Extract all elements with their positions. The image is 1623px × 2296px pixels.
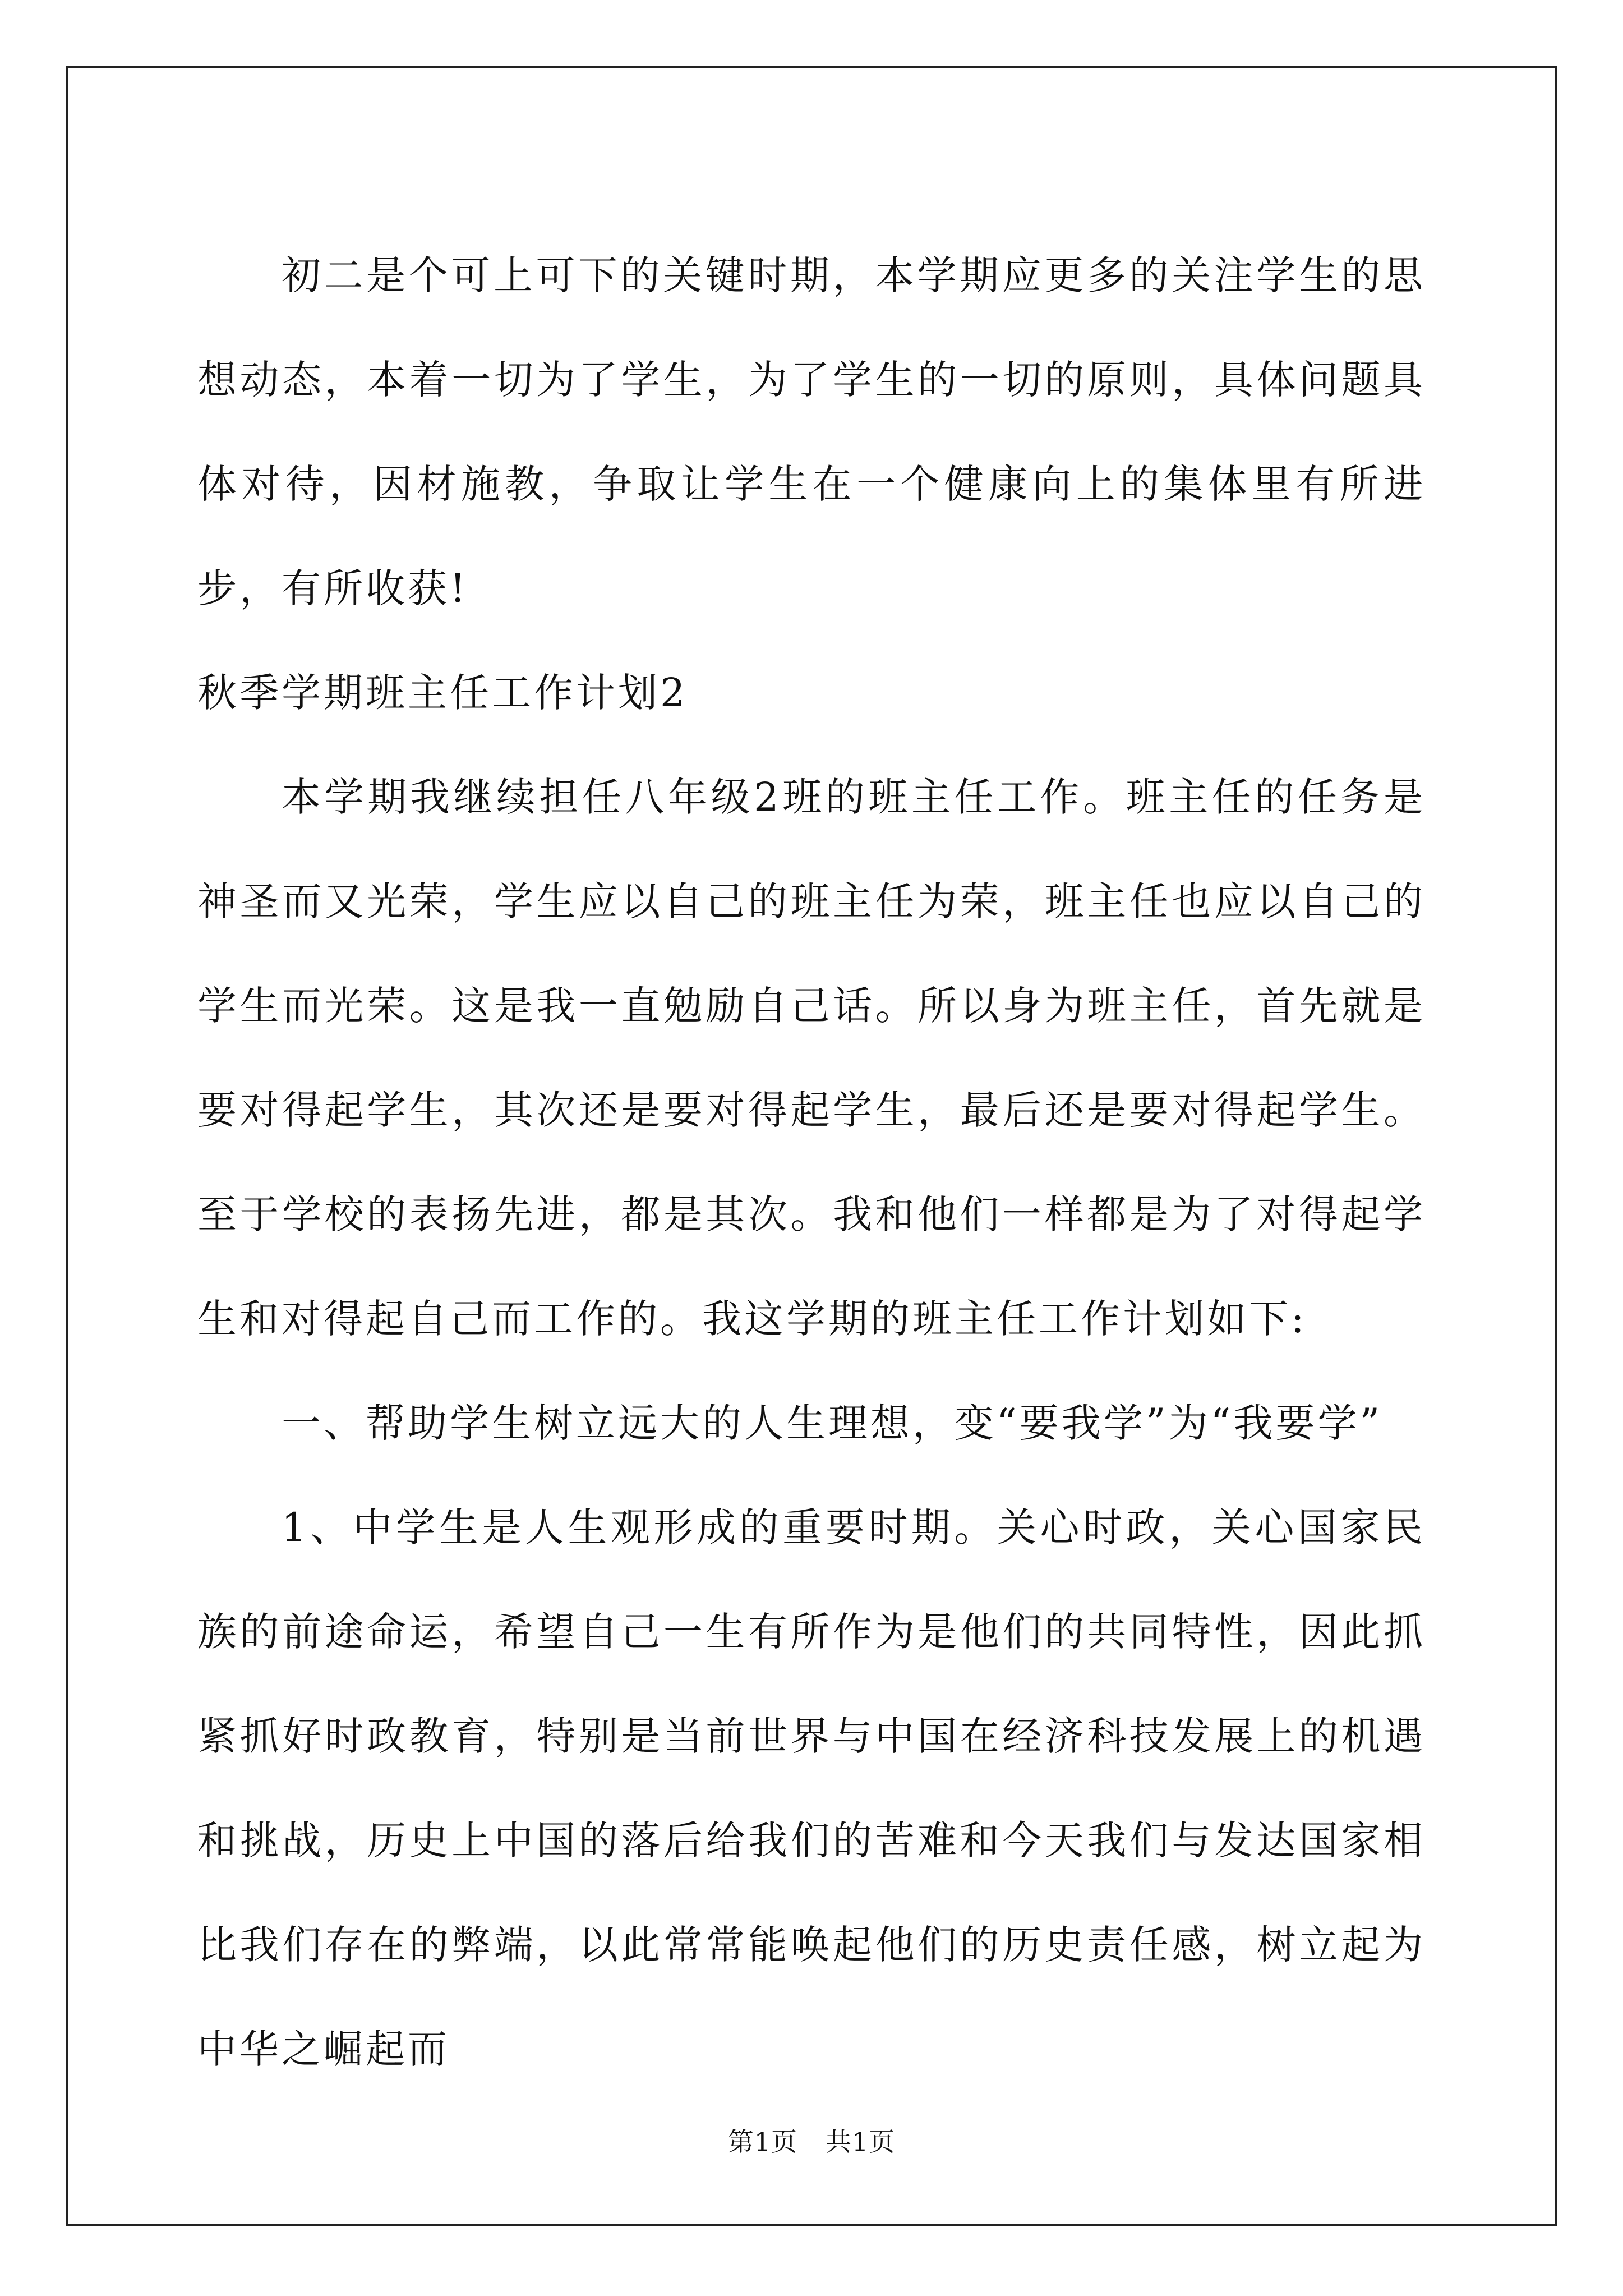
page-footer <box>0 2125 1623 2159</box>
paragraph-3: 一、帮助学生树立远大的人生理想，变“要我学”为“我要学” <box>282 1400 1383 1446</box>
page-number-current: 第1页 <box>727 2127 797 2157</box>
section-heading: 秋季学期班主任工作计划2 <box>197 670 688 716</box>
paragraph-4: 1、中学生是人生观形成的重要时期。关心时政，关心国家民族的前途命运，希望自己一生有所作为是他们的共同特性，因此抓紧抓好时政教育，特别是当前世界与中国在经济科技发展上的机遇和挑战，历史上中国的落后给我们的苦难和今天我们与发达国家相比我们存在的弊端，以此常常能唤起他们的历史责任感，树立起为中华之崛起而 <box>197 1504 1426 2072</box>
page-number-total: 共1页 <box>826 2127 896 2157</box>
paragraph-2: 本学期我继续担任八年级2班的班主任工作。班主任的任务是神圣而又光荣，学生应以自己的班主任为荣，班主任也应以自己的学生而光荣。这是我一直勉励自己话。所以身为班主任，首先就是要对得起学生，其次还是要对得起学生，最后还是要对得起学生。至于学校的表扬先进，都是其次。我和他们一样都是为了对得起学生和对得起自己而工作的。我这学期的班主任工作计划如下: <box>197 774 1426 1342</box>
paragraph-1: 初二是个可上可下的关键时期，本学期应更多的关注学生的思想动态，本着一切为了学生，为了学生的一切的原则，具体问题具体对待，因材施教，争取让学生在一个健康向上的集体里有所进步，有所收获! <box>197 252 1426 611</box>
document-body <box>197 223 1426 2101</box>
